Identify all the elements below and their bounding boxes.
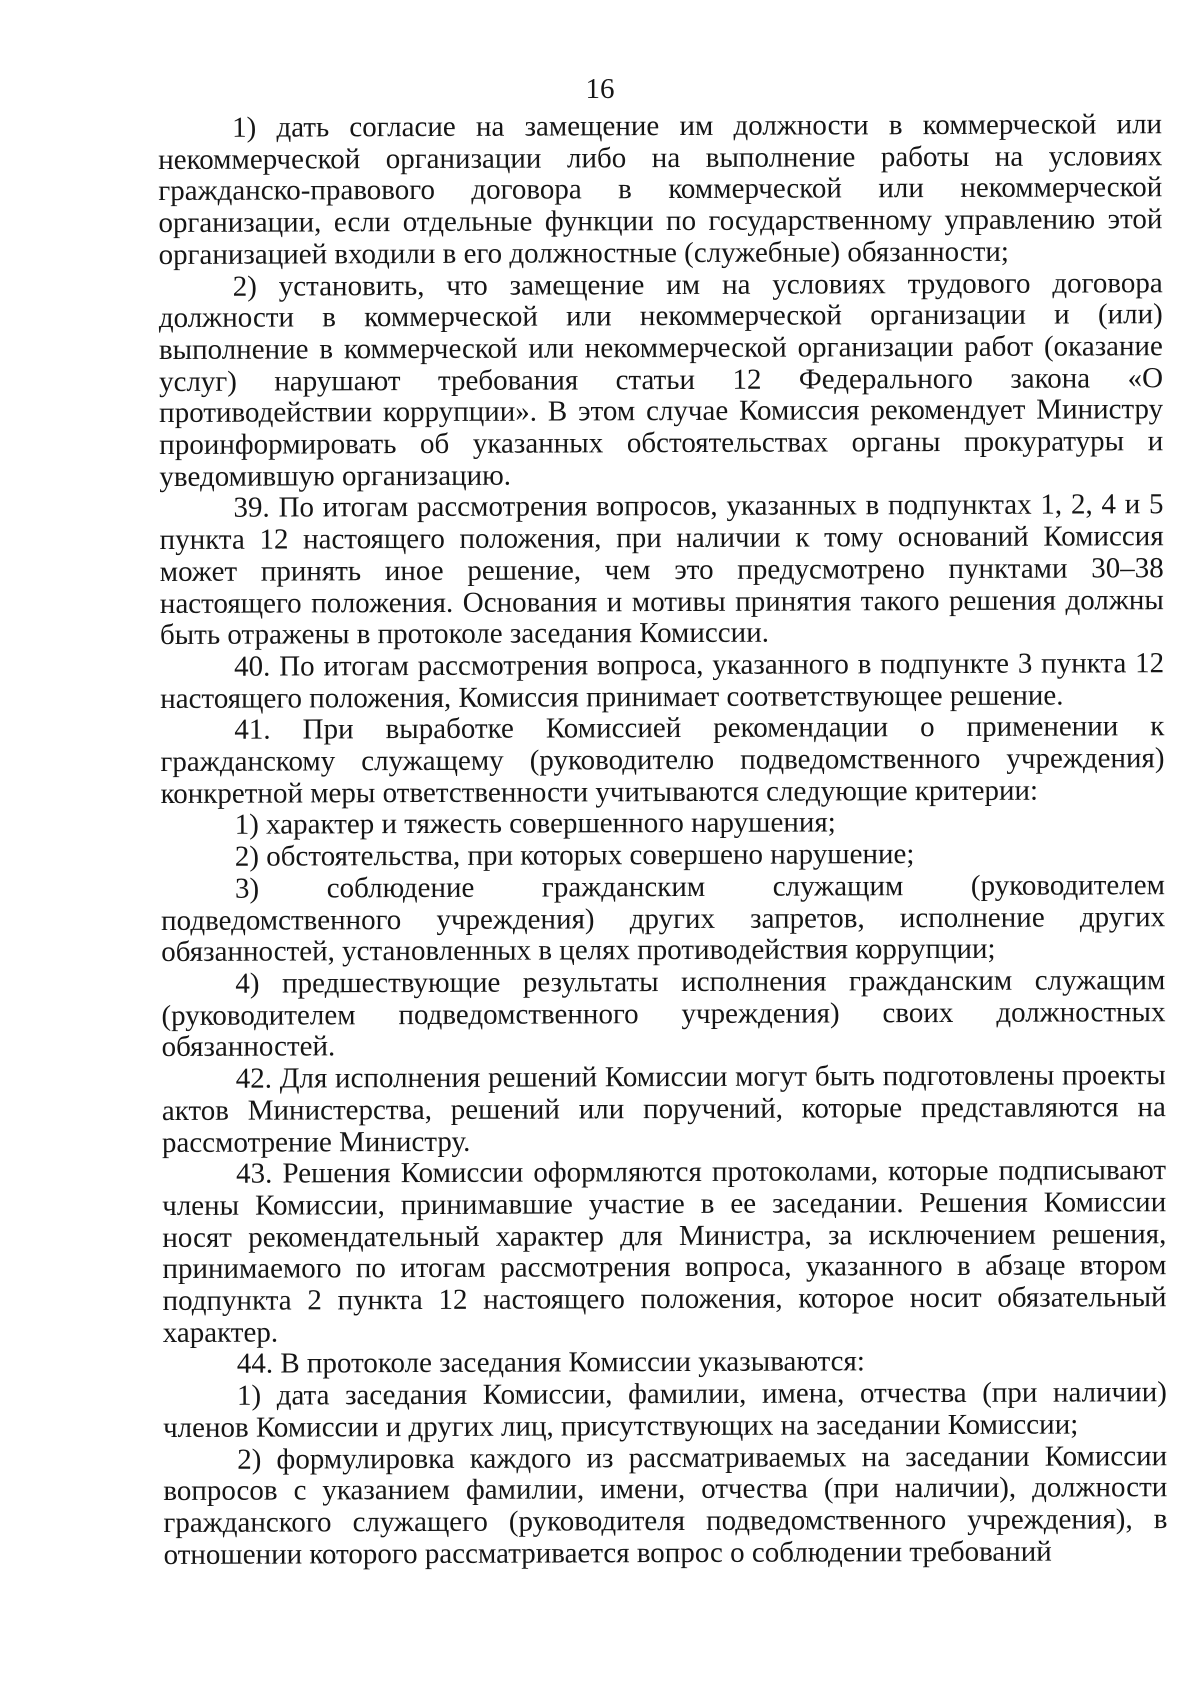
- paragraph-40: 40. По итогам рассмотрения вопроса, указанного в подпункте 3 пункта 12 настоящего положения, Комиссия принимает соответствующее решение.: [160, 647, 1165, 715]
- paragraph-41-item-2: 2) обстоятельства, при которых совершено нарушение;: [234, 838, 915, 873]
- paragraph-item-1-consent: 1) дать согласие на замещение им должности в коммерческой или некоммерческой организации либо на выполнение работы на условиях гражданско-правового договора в коммерческой или некоммерческой организации, если отдельные функции по государственному управлению этой организацией входили в его должностные (служебные) обязанности;: [158, 108, 1163, 271]
- paragraph-41: 41. При выработке Комиссией рекомендации о применении к гражданскому служащему (руководителю подведомственного учреждения) конкретной меры ответственности учитываются следующие критерии:: [160, 710, 1165, 810]
- paragraph-44: 44. В протоколе заседания Комиссии указываются:: [236, 1345, 865, 1381]
- paragraph-39: 39. По итогам рассмотрения вопросов, указанных в подпунктах 1, 2, 4 и 5 пункта 12 настоящего положения, при наличии к тому оснований Комиссия может принять иное решение, чем это предусмотрено пунктами 30–38 настоящего положения. Основания и мотивы принятия такого решения должны быть отражены в протоколе заседания Комиссии.: [159, 488, 1164, 652]
- paragraph-41-item-3: 3) соблюдение гражданским служащим (руководителем подведомственного учреждения) других запретов, исполнение других обязанностей, установленных в целях противодействия коррупции;: [161, 869, 1166, 969]
- paragraph-44-item-2: 2) формулировка каждого из рассматриваемых на заседании Комиссии вопросов с указанием фамилии, имени, отчества (при наличии), должности гражданского служащего (руководителя подведомственного учреждения), в отношении которого рассматривается вопрос о соблюдении требований: [163, 1439, 1168, 1571]
- paragraph-41-item-1: 1) характер и тяжесть совершенного нарушения;: [234, 806, 836, 842]
- paragraph-41-item-4: 4) предшествующие результаты исполнения гражданским служащим (руководителем подведомственного учреждения) своих должностных обязанностей.: [161, 964, 1166, 1064]
- paragraph-item-2-violation: 2) установить, что замещение им на условиях трудового договора должности в коммерческой или некоммерческой организации и (или) выполнение в коммерческой или некоммерческой организации работ (оказание услуг) нарушают требования статьи 12 Федерального закона «О противодействии коррупции». В этом случае Комиссия рекомендует Министру проинформировать об указанных обстоятельствах органы прокуратуры и уведомившую организацию.: [158, 266, 1164, 493]
- paragraph-44-item-1: 1) дата заседания Комиссии, фамилии, имена, отчества (при наличии) членов Комиссии и других лиц, присутствующих на заседании Комиссии;: [162, 1376, 1167, 1444]
- document-body: [158, 109, 1168, 1571]
- page-number: 16: [585, 73, 615, 105]
- paragraph-43: 43. Решения Комиссии оформляются протоколами, которые подписывают члены Комиссии, принимавшие участие в ее заседании. Решения Комиссии носят рекомендательный характер для Министра, за исключением решения, принимаемого по итогам рассмотрения вопроса, указанного в абзаце втором подпункта 2 пункта 12 настоящего положения, которое носит обязательный характер.: [162, 1154, 1167, 1349]
- paragraph-42: 42. Для исполнения решений Комиссии могут быть подготовлены проекты актов Министерства, решений или поручений, которые представляются на рассмотрение Министру.: [161, 1059, 1166, 1159]
